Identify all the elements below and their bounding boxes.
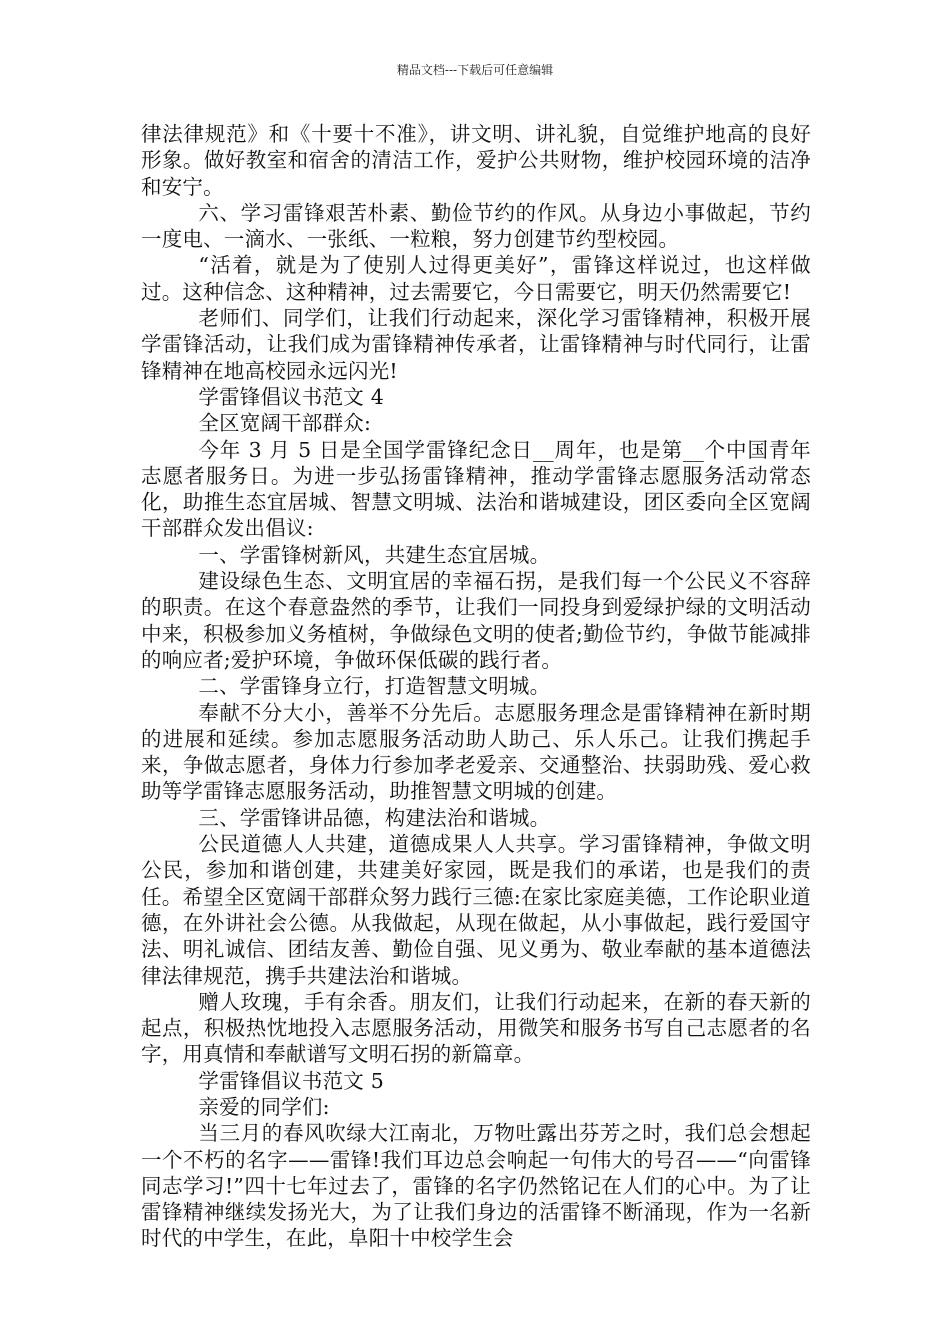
salutation: 亲爱的同学们: (198, 1094, 330, 1119)
paragraph: 赠人玫瑰，手有余香。朋友们，让我们行动起来，在新的春天新的起点，积极热忱地投入志愿服务活动，用微笑和服务书写自己志愿者的名字，用真情和奉献谱写文明石拐的新篇章。 (141, 989, 811, 1067)
document-body (141, 121, 811, 1252)
section-title: 学雷锋倡议书范文 4 (198, 384, 384, 409)
paragraph: 今年 3 月 5 日是全国学雷锋纪念日__周年，也是第__个中国青年志愿者服务日。为进一步弘扬雷锋精神，推动学雷锋志愿服务活动常态化，助推生态宜居城、智慧文明城、法治和谐城建设，团区委向全区宽阔干部群众发出倡议: (141, 437, 811, 541)
section-title: 学雷锋倡议书范文 5 (198, 1068, 384, 1093)
page-header: 精品文档---下载后可任意编辑 (396, 63, 554, 77)
paragraph: 奉献不分大小，善举不分先后。志愿服务理念是雷锋精神在新时期的进展和延续。参加志愿服务活动助人助己、乐人乐己。让我们携起手来，争做志愿者，身体力行参加孝老爱亲、交通整治、扶弱助残、爱心救助等学雷锋志愿服务活动，助推智慧文明城的创建。 (141, 700, 811, 804)
paragraph: 律法律规范》和《十要十不准》，讲文明、讲礼貌，自觉维护地高的良好形象。做好教室和宿舍的清洁工作，爱护公共财物，维护校园环境的洁净和安宁。 (141, 122, 811, 199)
paragraph: 当三月的春风吹绿大江南北，万物吐露出芬芳之时，我们总会想起一个不朽的名字——雷锋!我们耳边总会响起一句伟大的号召——“向雷锋同志学习!”四十七年过去了，雷锋的名字仍然铭记在人们的心中。为了让雷锋精神继续发扬光大，为了让我们身边的活雷锋不断涌现，作为一名新时代的中学生，在此，阜阳十中校学生会 (141, 1121, 811, 1251)
paragraph: 六、学习雷锋艰苦朴素、勤俭节约的作风。从身边小事做起，节约一度电、一滴水、一张纸、一粒粮，努力创建节约型校园。 (141, 200, 811, 252)
paragraph: 建设绿色生态、文明宜居的幸福石拐，是我们每一个公民义不容辞的职责。在这个春意盎然的季节，让我们一同投身到爱绿护绿的文明活动中来，积极参加义务植树，争做绿色文明的使者;勤俭节约，争做节能减排的响应者;爱护环境，争做环保低碳的践行者。 (141, 569, 811, 672)
paragraph: 老师们、同学们，让我们行动起来，深化学习雷锋精神，积极开展学雷锋活动，让我们成为雷锋精神传承者，让雷锋精神与时代同行，让雷锋精神在地高校园永远闪光! (141, 306, 811, 383)
paragraph: “活着，就是为了使别人过得更美好”，雷锋这样说过，也这样做过。这种信念、这种精神，过去需要它，今日需要它，明天仍然需要它! (141, 253, 811, 304)
subheading: 二、学雷锋身立行，打造智慧文明城。 (198, 674, 551, 699)
salutation: 全区宽阔干部群众: (198, 411, 372, 436)
subheading: 三、学雷锋讲品德，构建法治和谐城。 (198, 805, 551, 830)
paragraph: 公民道德人人共建，道德成果人人共享。学习雷锋精神，争做文明公民，参加和谐创建，共建美好家园，既是我们的承诺，也是我们的责任。希望全区宽阔干部群众努力践行三德:在家比家庭美德，工作论职业道德，在外讲社会公德。从我做起，从现在做起，从小事做起，践行爱国守法、明礼诚信、团结友善、勤俭自强、见义勇为、敬业奉献的基本道德法律法律规范，携手共建法治和谐城。 (141, 832, 811, 988)
subheading: 一、学雷锋树新风，共建生态宜居城。 (198, 542, 551, 567)
